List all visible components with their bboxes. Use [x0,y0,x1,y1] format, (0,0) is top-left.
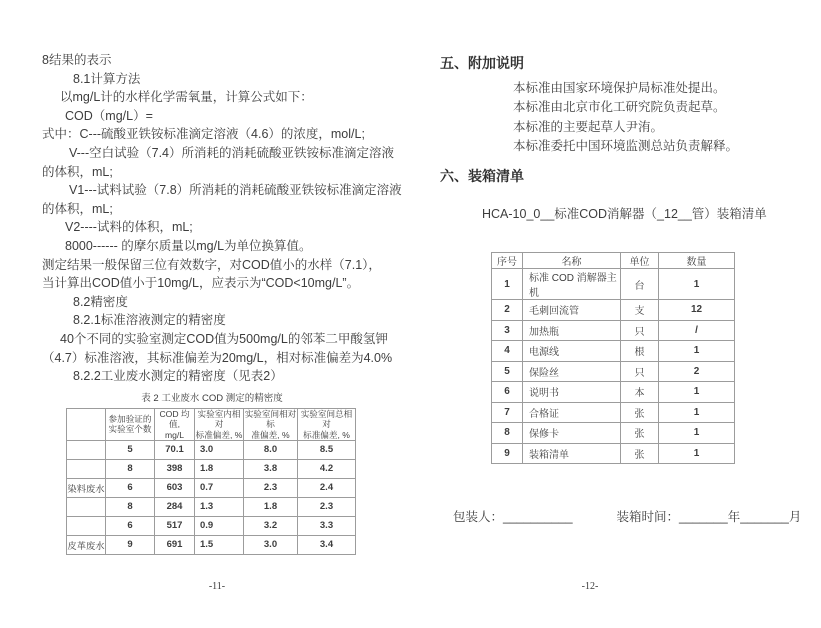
table-row [67,535,356,554]
table-cell: 284 [155,497,195,516]
page-number-11: -11- [208,581,226,592]
table-cell: 1 [659,341,735,362]
table-cell: 8 [492,423,523,444]
text-line: 测定结果一般保留三位有效数字，对COD值小的水样（7.1）， [42,257,381,272]
packing-table-block [491,252,775,464]
table-cell: 1.8 [195,459,244,478]
table-cell: 加热瓶 [523,320,621,341]
table-cell: 说明书 [523,382,621,403]
table-cell: 保险丝 [523,361,621,382]
table-cell: 2.4 [298,478,356,497]
table-cell: 1.3 [195,497,244,516]
table-cell: 张 [621,402,659,423]
table-cell: 5 [492,361,523,382]
table-cell: 只 [621,320,659,341]
table-cell: 1 [659,402,735,423]
table-cell: 只 [621,361,659,382]
text-line: 以mg/L计的水样化学需氧量，计算公式如下： [60,90,313,105]
table-row [492,423,735,444]
table-cell: 3.0 [195,440,244,459]
table-cell: 3.0 [244,535,298,554]
page-11 [42,51,402,555]
table-cell [67,459,106,478]
table-header-cell [67,408,106,440]
table-cell: 0.9 [195,516,244,535]
table-cell: 6 [106,516,155,535]
text-line: 本标准由北京市化工研究院负责起草。 [513,100,726,115]
table-row [492,320,735,341]
table-cell: 8 [106,497,155,516]
table-cell: 3.4 [298,535,356,554]
table-cell: 台 [621,269,659,300]
table-cell: 9 [492,443,523,464]
table-cell: 3.8 [244,459,298,478]
table-cell: / [659,320,735,341]
table-header-cell: 实验室间相对标 准偏差, % [244,408,297,440]
text-line: COD（mg/L）= [65,108,153,123]
text-line: 的体积，mL; [42,201,113,216]
table-header-cell: 数量 [659,253,735,269]
table-cell: 603 [155,478,195,497]
table-row [492,300,735,321]
text-line: 40个不同的实验室测定COD值为500mg/L的邻苯二甲酸氢钾 [60,331,388,346]
table-cell: 1 [659,443,735,464]
table-cell: 染料废水 [67,478,106,497]
table-cell [67,516,106,535]
table-cell: 标准 COD 消解器主机 [523,269,621,300]
packing-list-title: HCA-10_0__标准COD消解器（_12__管）装箱清单 [482,207,767,222]
text-line: 8.2.2工业废水测定的精密度（见表2） [73,369,283,384]
precision-table-block [66,390,358,555]
table-header-cell: 名称 [523,253,621,269]
table-cell: 张 [621,423,659,444]
table-row [492,341,735,362]
page-12 [440,53,802,525]
text-line: 8.1计算方法 [73,71,141,86]
table-cell: 3.3 [298,516,356,535]
table-cell: 2.3 [298,497,356,516]
text-line: 式中：C---硫酸亚铁铵标准滴定溶液（4.6）的浓度，mol/L; [42,127,365,142]
table-cell: 1 [659,382,735,403]
table-header-row [67,408,356,440]
text-line: 当计算出COD值小于10mg/L，应表示为“COD<10mg/L”。 [42,276,360,291]
table-header-cell: 序号 [492,253,523,269]
table-header-cell: 实验室内相对 标准偏差, % [195,408,243,440]
table-row [67,516,356,535]
table-cell: 70.1 [155,440,195,459]
table-cell: 1 [492,269,523,300]
text-line: 的体积，mL; [42,164,113,179]
table-cell: 7 [492,402,523,423]
packing-footer [440,507,802,525]
table-cell: 1 [659,269,735,300]
table-cell: 398 [155,459,195,478]
table-cell: 12 [659,300,735,321]
text-line: 8结果的表示 [42,53,112,67]
packing-time-blank-field: 装箱时间：_______年_______月 [616,510,802,525]
table-cell: 6 [106,478,155,497]
table-cell: 6 [492,382,523,403]
table-header-row [492,253,735,269]
text-line: 本标准的主要起草人尹洧。 [513,119,664,134]
text-line: 8.2.1标准溶液测定的精密度 [73,313,226,328]
text-line: （4.7）标准溶液，其标准偏差为20mg/L，相对标准偏差为4.0% [42,350,393,365]
table-cell: 合格证 [523,402,621,423]
table-cell: 毛刺回流管 [523,300,621,321]
section-6-heading: 六、装箱清单 [440,168,524,185]
table-cell: 8 [106,459,155,478]
table-cell [67,440,106,459]
table-cell: 皮革废水 [67,535,106,554]
table-cell: 1 [659,423,735,444]
table-cell: 保修卡 [523,423,621,444]
table-cell: 1.5 [195,535,244,554]
table-cell: 4.2 [298,459,356,478]
precision-table [66,408,356,555]
table-cell: 电源线 [523,341,621,362]
section-5-heading: 五、附加说明 [440,55,524,71]
table-row [492,361,735,382]
table-2-title: 表 2 工业废水 COD 测定的精密度 [141,392,283,404]
table-row [67,440,356,459]
table-row [67,459,356,478]
table-cell: 支 [621,300,659,321]
table-row [67,497,356,516]
table-cell: 2.3 [244,478,298,497]
text-line: V1---试料试验（7.8）所消耗的消耗硫酸亚铁铵标准滴定溶液 [69,183,402,198]
text-line: 8.2精密度 [73,294,128,309]
table-cell: 5 [106,440,155,459]
table-row [492,402,735,423]
table-cell: 3 [492,320,523,341]
table-row [67,478,356,497]
table-cell: 4 [492,341,523,362]
table-row [492,443,735,464]
table-cell: 691 [155,535,195,554]
table-row [492,382,735,403]
table-cell: 2 [659,361,735,382]
table-row [492,269,735,300]
table-cell: 9 [106,535,155,554]
packing-table [491,252,735,464]
table-cell: 装箱清单 [523,443,621,464]
table-header-cell: 参加验证的 实验室个数 [106,408,155,440]
text-line: 8000------ 的摩尔质量以mg/L为单位换算值。 [65,238,312,253]
table-cell: 0.7 [195,478,244,497]
table-cell [67,497,106,516]
table-header-cell: 实验室间总相对 标准偏差, % [298,408,356,440]
text-line: V---空白试验（7.4）所消耗的消耗硫酸亚铁铵标准滴定溶液 [69,145,395,160]
table-cell: 张 [621,443,659,464]
text-line: V2----试料的体积，mL; [65,220,193,235]
table-header-cell: 单位 [621,253,659,269]
text-line: 本标准由国家环境保护局标准处提出。 [513,81,726,95]
table-cell: 2 [492,300,523,321]
table-header-cell: COD 均值, mg/L [155,408,195,440]
table-cell: 8.5 [298,440,356,459]
section-5-body [440,79,775,156]
table-cell: 根 [621,341,659,362]
table-cell: 3.2 [244,516,298,535]
packer-blank-field: 包装人：__________ [453,510,573,525]
table-cell: 本 [621,382,659,403]
table-cell: 1.8 [244,497,298,516]
page-number-12: -12- [581,581,599,592]
table-cell: 8.0 [244,440,298,459]
text-line: 本标准委托中国环境监测总站负责解释。 [513,138,739,153]
table-cell: 517 [155,516,195,535]
